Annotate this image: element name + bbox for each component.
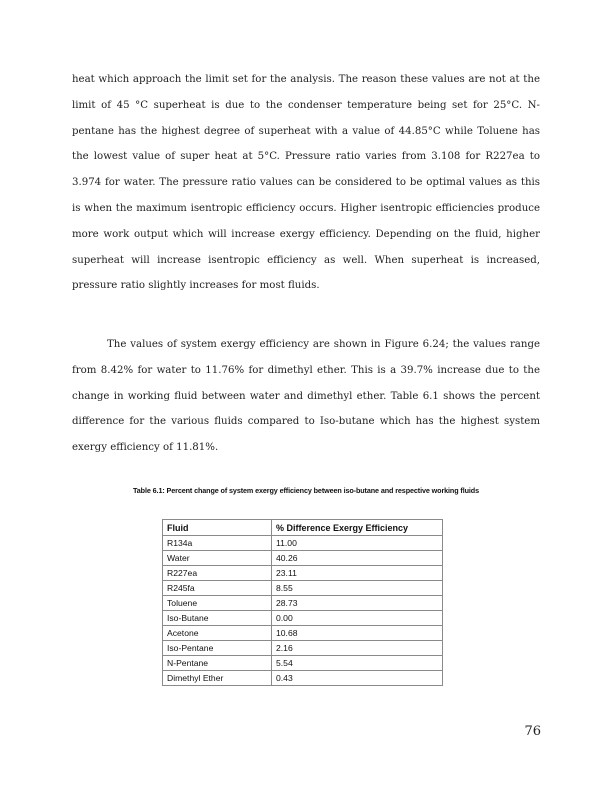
fluid-cell: R245fa (163, 581, 272, 596)
difference-cell: 11.00 (272, 536, 443, 551)
table-row (163, 596, 443, 611)
table-header-row (163, 520, 443, 536)
fluid-cell: Iso-Pentane (163, 641, 272, 656)
difference-cell: 28.73 (272, 596, 443, 611)
table-row (163, 641, 443, 656)
body-paragraph-1: heat which approach the limit set for the analysis. The reason these values are not at the limit of 45 °C superheat is due to the condenser temperature being set for 25°C. N-pentane has the highest degree of superheat with a value of 44.85°C while Toluene has the lowest value of super heat at 5°C. Pressure ratio varies from 3.108 for R227ea to 3.974 for water. The pressure ratio values can be considered to be optimal values as this is when the maximum isentropic efficiency occurs. Higher isentropic efficiencies produce more work output which will increase exergy efficiency. Depending on the fluid, higher superheat will increase isentropic efficiency as well. When superheat is increased, pressure ratio slightly increases for most fluids. (72, 74, 540, 292)
difference-cell: 23.11 (272, 566, 443, 581)
difference-cell: 8.55 (272, 581, 443, 596)
table-body (163, 536, 443, 686)
fluid-cell: Dimethyl Ether (163, 671, 272, 686)
difference-cell: 2.16 (272, 641, 443, 656)
table-row (163, 626, 443, 641)
table-row (163, 536, 443, 551)
fluid-cell: Water (163, 551, 272, 566)
difference-cell: 10.68 (272, 626, 443, 641)
table-row (163, 656, 443, 671)
column-header-fluid: Fluid (163, 520, 272, 536)
table-row (163, 581, 443, 596)
difference-cell: 0.00 (272, 611, 443, 626)
fluid-cell: Toluene (163, 596, 272, 611)
table-row (163, 566, 443, 581)
difference-cell: 5.54 (272, 656, 443, 671)
exergy-difference-table (162, 519, 443, 686)
table-row (163, 611, 443, 626)
body-paragraph-2: The values of system exergy efficiency are shown in Figure 6.24; the values range from 8.42% for water to 11.76% for dimethyl ether. This is a 39.7% increase due to the change in working fluid between water and dimethyl ether. Table 6.1 shows the percent difference for the various fluids compared to Iso-butane which has the highest system exergy efficiency of 11.81%. (72, 339, 540, 454)
page-number: 76 (524, 724, 541, 739)
table-row (163, 671, 443, 686)
fluid-cell: Acetone (163, 626, 272, 641)
difference-cell: 40.26 (272, 551, 443, 566)
table-caption: Table 6.1: Percent change of system exergy efficiency between iso-butane and respective working fluids (133, 486, 479, 495)
fluid-cell: R134a (163, 536, 272, 551)
fluid-cell: N-Pentane (163, 656, 272, 671)
difference-cell: 0.43 (272, 671, 443, 686)
fluid-cell: Iso-Butane (163, 611, 272, 626)
fluid-cell: R227ea (163, 566, 272, 581)
column-header-difference: % Difference Exergy Efficiency (272, 520, 443, 536)
table-row (163, 551, 443, 566)
